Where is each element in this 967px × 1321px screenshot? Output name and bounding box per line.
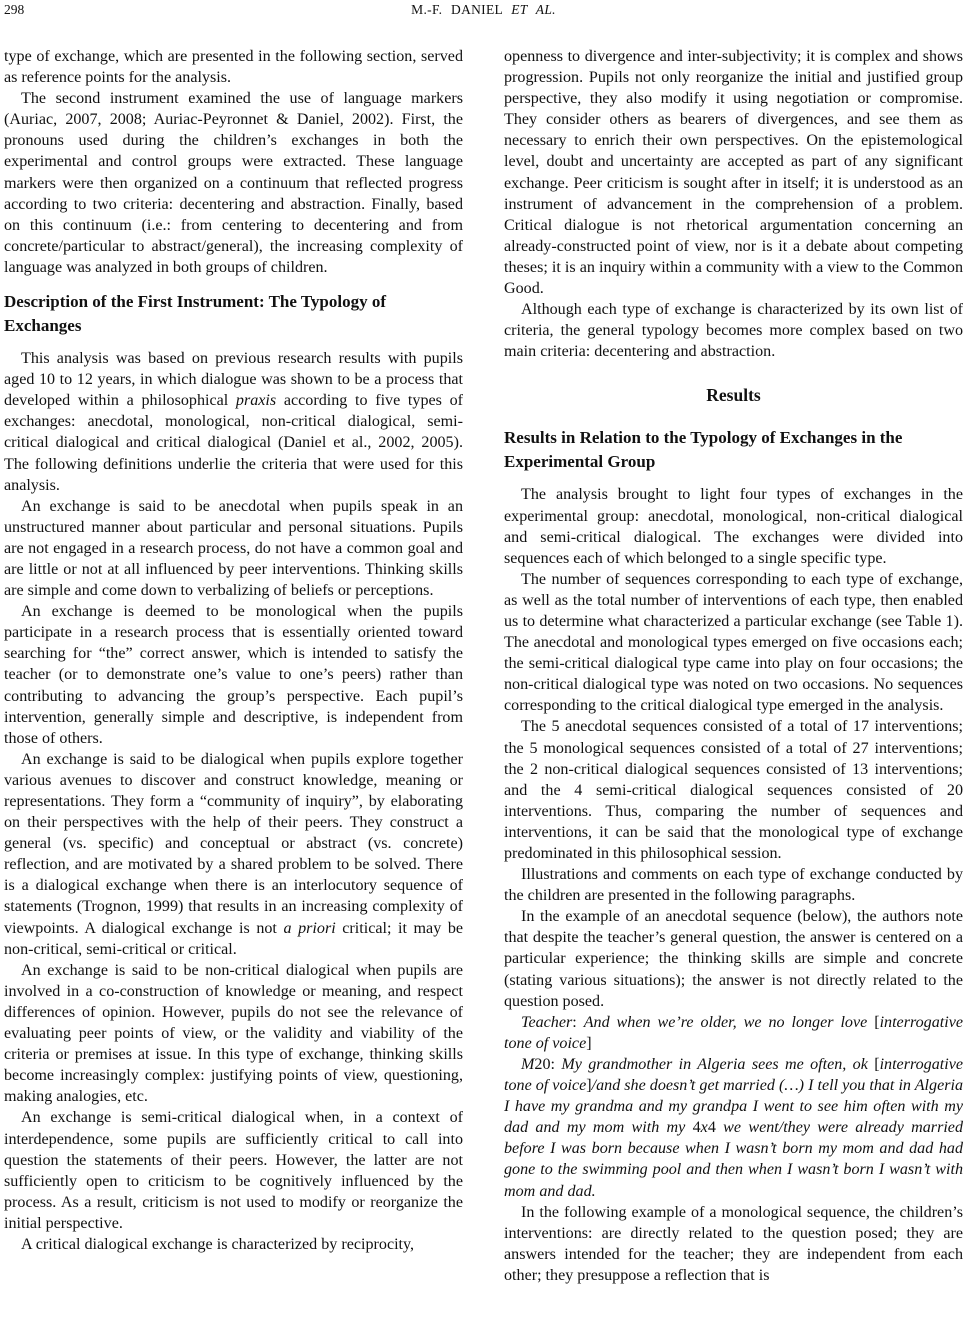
text-run: type of exchange, which are presented in the following section, served as reference points for the analysis. bbox=[4, 48, 463, 87]
body-paragraph bbox=[4, 46, 463, 88]
body-paragraph bbox=[504, 906, 963, 1011]
text-run: Illustrations and comments on each type of exchange conducted by the children are presented in the following paragraphs. bbox=[504, 866, 963, 905]
italic-text-run: My grandmother in Algeria sees me often, ok bbox=[561, 1055, 875, 1073]
body-paragraph bbox=[4, 749, 463, 960]
text-run: 20: bbox=[534, 1055, 562, 1073]
running-title bbox=[0, 2, 967, 18]
text-run: An exchange is said to be non-critical dialogical when pupils are involved in a co-construction of knowledge or meaning, and respect differences of opinion. However, pupils do not see the relevance of evaluating peer points of view, or the validity and viability of the criteria or premises at issue. In this type of exchange, thinking skills become increasingly complex: justifying points of view, questioning, making analogies, etc. bbox=[4, 961, 463, 1106]
text-run: A critical dialogical exchange is characterized by reciprocity, bbox=[21, 1235, 415, 1253]
text-run: Although each type of exchange is characterized by its own list of criteria, the general typology becomes more complex based on two main criteria: decentering and abstraction. bbox=[504, 301, 963, 361]
italic-text-run: /and she doesn’t get married (…) I tell you that in Algeria I have my grandma and my grandpa I went to see him often with my dad and my mom with my bbox=[504, 1077, 963, 1137]
body-paragraph bbox=[4, 1107, 463, 1234]
text-run: 4 bbox=[692, 1119, 701, 1137]
text-run: Results in Relation to the Typology of Exchanges in the Experimental Group bbox=[504, 428, 903, 471]
body-paragraph bbox=[504, 716, 963, 864]
body-paragraph bbox=[504, 484, 963, 568]
text-run: The number of sequences corresponding to each type of exchange, as well as the total number of interventions of each type, then enabled us to determine what characterized a particular exchange (see Table 1). The anecdotal and monological types emerged on five occasions each; the semi-critical dialogical type came into play on four occasions; the non-critical dialogical type was noted on two occasions. No sequences corresponding to the critical dialogical type emerged in the analysis. bbox=[504, 570, 963, 715]
text-run: The second instrument examined the use of language markers (Auriac, 2007, 2008; Auriac-Peyronnet & Daniel, 2002). First, the pronouns used during the children’s exchanges in both the experimental and control groups were extracted. These language markers were then organized on a continuum that reflected progress according to two criteria: decentering and abstraction. Finally, based on this continuum (i.e.: from centering to decentering and from concrete/particular to abstract/general), the increasing complexity of language was analyzed in both groups of children. bbox=[4, 90, 463, 276]
text-run: In the example of an anecdotal sequence (below), the authors note that despite the teacher’s general question, the answer is centered on a particular experience; the thinking skills are simple and concrete (stating various situations); the answer is not directly related to the question posed. bbox=[504, 908, 963, 1010]
text-run: The analysis brought to light four types of exchanges in the experimental group: anecdotal, monological, non-critical dialogical and semi-critical dialogical. The exchanges were divided into sequences each of which belonged to a single specific type. bbox=[504, 486, 963, 567]
text-run: This analysis was based on previous research results with pupils aged 10 to 12 years, in which dialogue was shown to be a process that developed within a philosophical bbox=[4, 350, 463, 410]
running-title-etal: ET AL. bbox=[511, 2, 556, 17]
left-column bbox=[4, 46, 463, 1286]
text-run: : bbox=[572, 1013, 584, 1031]
body-paragraph bbox=[504, 1202, 963, 1286]
italic-text-run: M bbox=[521, 1055, 535, 1073]
text-run: The 5 anecdotal sequences consisted of a total of 17 interventions; the 5 monological sequences consisted of a total of 27 interventions; the 2 non-critical dialogical sequences consisted of 13 interventions; and the 4 semi-critical dialogical sequences consisted of 20 interventions. Thus, comparing the number of sequences and interventions, it can be said that the monological type of exchange predominated in this philosophical session. bbox=[504, 718, 963, 862]
text-run: An exchange is said to be dialogical when pupils explore together various avenues to discover and construct knowledge, meaning or representations. They form a “community of inquiry”, by elaborating on their perspectives with the help of their peers. They construct a general (vs. specific) and conceptual or abstract (vs. concrete) reflection, and are motivated by a shared problem to be solved. There is a dialogical exchange when there is an interlocutory sequence of statements (Trognon, 1999) that results in an increasing complexity of viewpoints. A dialogical exchange is not bbox=[4, 750, 463, 937]
italic-text-run: interrogative tone of voice bbox=[504, 1013, 963, 1052]
text-run: [ bbox=[874, 1055, 880, 1073]
text-run: according to five types of exchanges: anecdotal, monological, non-critical dialogical, semi-critical dialogical and critical dialogical (Daniel et al., 2002, 2005). The following definitions underlie the criteria that were used for this analysis. bbox=[4, 392, 464, 494]
page-number: 298 bbox=[4, 2, 25, 17]
body-paragraph bbox=[4, 348, 463, 496]
text-run: An exchange is semi-critical dialogical when, in a context of interdependence, some pupils are sufficiently critical to call into question the statements of their peers. However, the latter are not sufficiently open to criticism to be cognitively influenced by the process. As a result, criticism is not used to modify or reorganize the initial perspective. bbox=[4, 1109, 463, 1232]
text-run: Results bbox=[706, 385, 761, 406]
right-column bbox=[504, 46, 963, 1286]
text-run: [ bbox=[874, 1013, 880, 1031]
section-heading bbox=[504, 426, 963, 473]
italic-text-run: we went/they were already married before I was born because when I wasn’t born my mom and dad had gone to the swimming pool and then when I wasn’t born I wasn’t with mom and dad. bbox=[504, 1119, 963, 1200]
results-heading bbox=[504, 384, 963, 406]
body-paragraph bbox=[4, 601, 463, 749]
text-run: openness to divergence and inter-subjectivity; it is complex and shows progression. Pupils not only reorganize the initial and justified group perspective, they also modify it using negotiation or compromise. They consider others as bearers of divergences, and see them as necessary to enrich their own perspectives. On the epistemological level, doubt and uncertainty are accepted as part of any significant exchange. Peer criticism is sought after in itself; it is understood as an instrument of advancement in the comprehension of a problem. Critical dialogue is not rhetorical argumentation concerning an already-constructed point of view, nor is it a debate about competing theses; it is an inquiry within a community with a view to the Common Good. bbox=[504, 48, 963, 298]
body-paragraph bbox=[504, 1012, 963, 1054]
running-title-authors: M.-F. DANIEL bbox=[411, 2, 512, 17]
two-column-body bbox=[4, 46, 963, 1286]
body-paragraph bbox=[4, 1234, 463, 1255]
body-paragraph bbox=[504, 299, 963, 362]
text-run: critical; it may be non-critical, semi-critical or critical. bbox=[4, 919, 464, 958]
text-run: Description of the First Instrument: The Typology of Exchanges bbox=[4, 292, 387, 335]
body-paragraph bbox=[504, 864, 963, 906]
body-paragraph bbox=[4, 960, 463, 1108]
italic-text-run: interrogative tone of voice bbox=[504, 1055, 963, 1095]
body-paragraph bbox=[4, 88, 463, 278]
body-paragraph bbox=[504, 46, 963, 299]
page-header bbox=[0, 2, 967, 22]
text-run: 4 bbox=[707, 1119, 716, 1137]
text-run: An exchange is deemed to be monological when the pupils participate in a research process that is essentially oriented toward searching for “the” correct answer, which is intended to satisfy the teacher (or to demonstrate one’s value to one’s peers) rather than contributing to advancing the group’s perspective. Each pupil’s intervention, generally simple and descriptive, is independent from those of others. bbox=[4, 603, 463, 747]
text-run: An exchange is said to be anecdotal when pupils speak in an unstructured manner about particular and personal situations. Pupils are not engaged in a research process, do not have a common goal and are little or not at all influenced by peer interventions. Thinking skills are simple and come down to verbalizing of beliefs or perceptions. bbox=[4, 497, 463, 600]
section-heading bbox=[4, 290, 463, 337]
body-paragraph bbox=[504, 1054, 963, 1202]
italic-text-run: a priori bbox=[283, 919, 336, 937]
body-paragraph bbox=[4, 496, 463, 601]
italic-text-run: Teacher bbox=[521, 1013, 573, 1031]
italic-text-run: And when we’re older, we no longer love bbox=[583, 1013, 875, 1031]
text-run: In the following example of a monological sequence, the children’s interventions: are directly related to the question posed; they are answers intended for the teacher; they are independent from each other; they presuppose a reflection that is bbox=[504, 1203, 963, 1284]
italic-text-run: x bbox=[700, 1119, 708, 1137]
text-run: ] bbox=[586, 1034, 592, 1052]
text-run: ] bbox=[586, 1077, 592, 1095]
italic-text-run: praxis bbox=[235, 392, 277, 410]
body-paragraph bbox=[504, 569, 963, 717]
